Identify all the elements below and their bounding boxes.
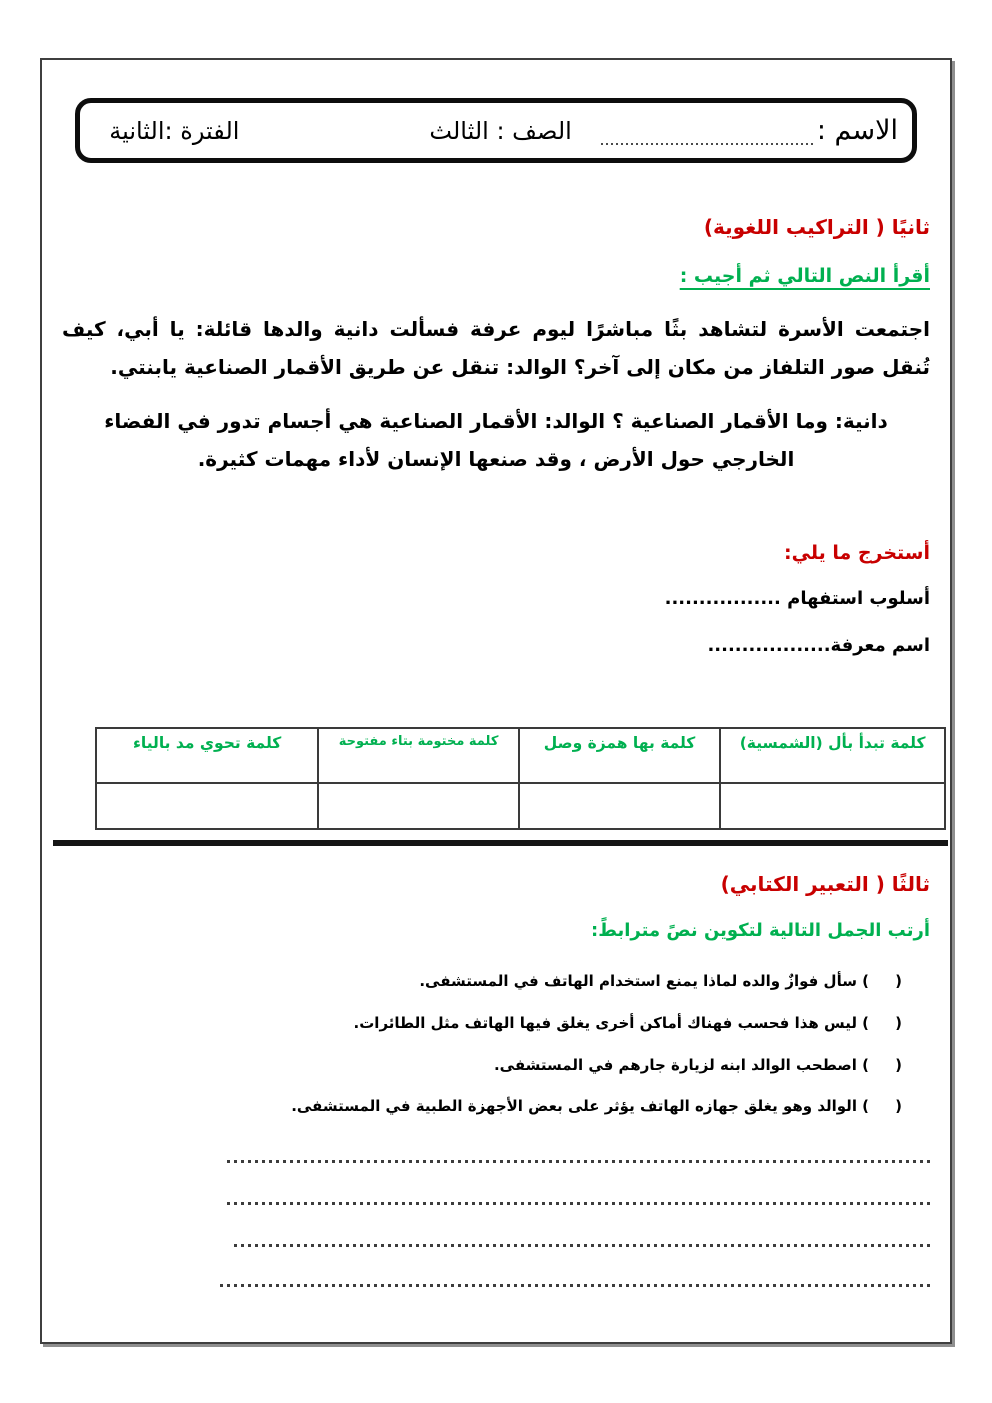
answer-line-4[interactable] [218, 1284, 930, 1287]
extract-title: أستخرج ما يلي: [784, 542, 930, 564]
section-two-title: ثانيًا ( التراكيب اللغوية) [703, 215, 930, 239]
answer-cell-hamzat-wasl[interactable] [519, 783, 720, 829]
name-label: الاسم : [816, 115, 898, 146]
sentence-item-2: ( ) ليس هذا فحسب فهناك أماكن أخرى يغلق فيها الهاتف مثل الطائرات. [353, 1014, 902, 1032]
answer-cell-yaa-madd[interactable] [96, 783, 318, 829]
col-header-yaa-madd: كلمة تحوي مد بالياء [96, 728, 318, 783]
word-extraction-table [95, 727, 946, 830]
extract-item-interrogative: أسلوب استفهام ................. [664, 588, 930, 609]
answer-cell-open-taa[interactable] [318, 783, 519, 829]
ordering-instruction: أرتب الجمل التالية لتكوين نصً مترابطً: [591, 920, 930, 941]
sentence-item-1: ( ) سأل فوازٌ والده لماذا يمنع استخدام الهاتف في المستشفى. [419, 972, 902, 990]
col-header-open-taa: كلمة مختومة بتاء مفتوحة [318, 728, 519, 783]
section-divider-line [53, 840, 948, 846]
table-answer-row [96, 783, 945, 829]
page-border [40, 58, 952, 1344]
student-info-box [75, 98, 917, 163]
col-header-hamzat-wasl: كلمة بها همزة وصل [519, 728, 720, 783]
name-blank-line[interactable] [598, 143, 813, 145]
answer-line-3[interactable] [230, 1244, 930, 1247]
reading-instruction: أقرأ النص التالي ثم أجيب : [679, 265, 930, 287]
col-header-sun-lam: كلمة تبدأ بأل (الشمسية) [720, 728, 945, 783]
sentence-item-3: ( ) اصطحب الوالد ابنه لزيارة جارهم في المستشفى. [493, 1056, 902, 1074]
period-label: الفترة :الثانية [109, 116, 240, 145]
reading-paragraph-1: اجتمعت الأسرة لتشاهد بثًا مباشرًا ليوم عرفة فسألت دانية والدها قائلة: يا أبي، كيف تُنقل صور التلفاز من مكان إلى آخر؟ الوالد: تنقل عن طريق الأقمار الصناعية يابنتي. [62, 317, 930, 379]
section-three-title: ثالثًا ( التعبير الكتابي) [720, 872, 930, 896]
class-label: الصف : الثالث [429, 116, 572, 145]
answer-line-1[interactable] [224, 1160, 930, 1163]
extract-item-definite-noun: اسم معرفة.................. [707, 635, 930, 656]
answer-line-2[interactable] [224, 1202, 930, 1205]
table-header-row [96, 728, 945, 783]
reading-paragraph-2: دانية: وما الأقمار الصناعية ؟ الوالد: الأقمار الصناعية هي أجسام تدور في الفضاء الخارجي حول الأرض ، وقد صنعها الإنسان لأداء مهمات كثيرة. [104, 409, 888, 471]
answer-cell-sun-lam[interactable] [720, 783, 945, 829]
sentence-item-4: ( ) الوالد وهو يغلق جهازه الهاتف يؤثر على بعض الأجهزة الطبية في المستشفى. [291, 1097, 902, 1115]
